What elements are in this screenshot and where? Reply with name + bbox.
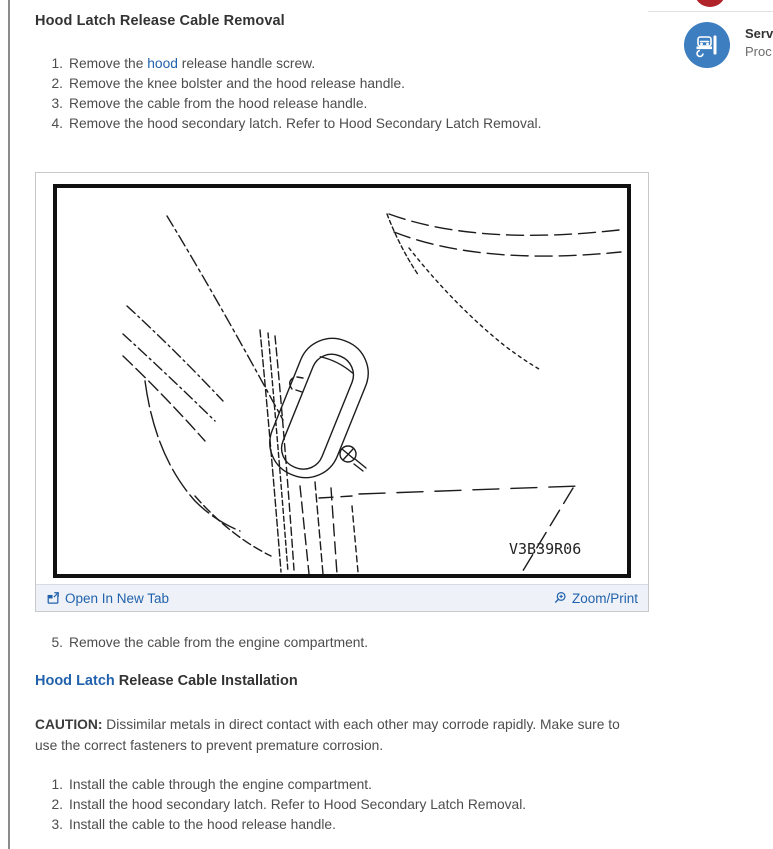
step-text: Remove the knee bolster and the hood release handle.: [69, 76, 405, 91]
header-divider: [648, 11, 773, 12]
open-in-new-tab-label: Open In New Tab: [65, 590, 170, 606]
caution-label: CAUTION:: [35, 717, 103, 732]
page-title: Hood Latch Release Cable Removal: [35, 13, 285, 29]
step-text: Remove the cable from the hood release handle.: [69, 96, 368, 111]
step-text: [69, 54, 315, 74]
removal-step: [43, 94, 541, 114]
step-number: 3.: [51, 817, 63, 832]
step-text-pre: Remove the: [69, 56, 148, 71]
zoom-print-label: Zoom/Print: [571, 590, 638, 606]
step-text: Install the hood secondary latch. Refer to Hood Secondary Latch Removal.: [69, 797, 527, 812]
removal-step-5: [43, 633, 368, 653]
removal-steps-list: [43, 54, 541, 134]
service-procedures-item[interactable]: [684, 21, 773, 71]
pane-divider: [8, 0, 10, 849]
service-item-title: Serv: [745, 26, 773, 41]
hood-release-handle-diagram: [53, 184, 631, 578]
installation-steps-list: [43, 775, 526, 835]
step-number: 4.: [51, 116, 63, 131]
zoom-in-icon: [553, 591, 567, 605]
open-in-new-tab-icon: [46, 591, 60, 605]
step-text: Remove the cable from the engine compartment.: [69, 635, 369, 650]
figure-code-label: V3B39R06: [509, 540, 582, 558]
step-text: Remove the hood secondary latch. Refer to Hood Secondary Latch Removal.: [69, 116, 542, 131]
car-lift-icon: [684, 22, 730, 68]
installation-heading-rest: Release Cable Installation: [114, 673, 298, 689]
step-text: Install the cable to the hood release handle.: [69, 817, 336, 832]
step-number: 1.: [51, 777, 63, 792]
step-text: Install the cable through the engine compartment.: [69, 777, 372, 792]
removal-step: [43, 54, 541, 74]
removal-step: [43, 114, 541, 134]
step-number: 2.: [51, 76, 63, 91]
removal-step: [43, 74, 541, 94]
step-number: 5.: [51, 635, 63, 650]
caution-note: [35, 714, 643, 756]
install-step: [43, 815, 526, 835]
hood-latch-link[interactable]: Hood Latch: [35, 673, 115, 689]
figure-toolbar: [36, 584, 648, 611]
service-item-text: [745, 25, 773, 61]
open-in-new-tab-link[interactable]: [46, 591, 169, 606]
figure-panel: [35, 172, 649, 612]
step-number: 2.: [51, 797, 63, 812]
red-badge-icon: [694, 0, 726, 7]
zoom-print-link[interactable]: [553, 591, 638, 606]
caution-text: Dissimilar metals in direct contact with each other may corrode rapidly. Make sure to use the correct fasteners to prevent premature corrosion.: [35, 717, 620, 753]
installation-heading: [35, 673, 298, 689]
service-item-subtitle: Proc: [745, 44, 772, 59]
install-step: [43, 775, 526, 795]
step-number: 1.: [51, 56, 63, 71]
hood-link[interactable]: hood: [147, 56, 178, 71]
install-step: [43, 795, 526, 815]
step-text-post: release handle screw.: [177, 56, 316, 71]
step-number: 3.: [51, 96, 63, 111]
